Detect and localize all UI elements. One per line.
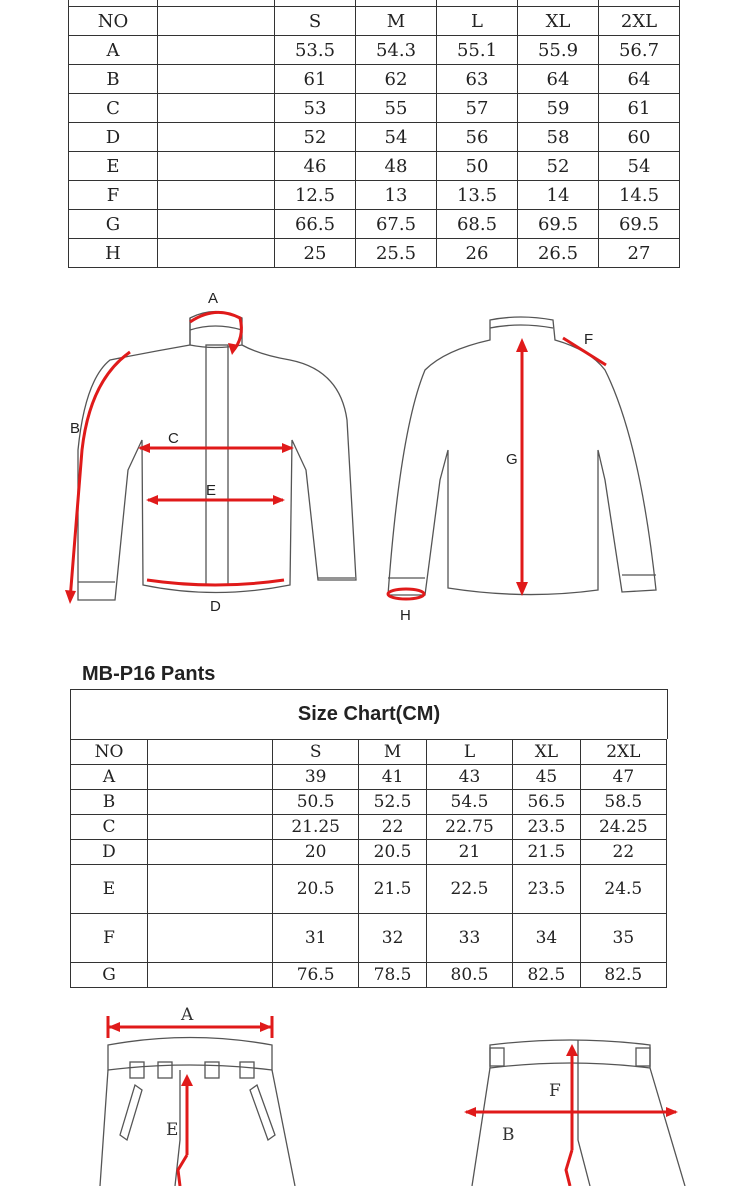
table-cell: 54.5 [426,790,512,815]
table-cell: B [69,65,158,94]
label-g: G [506,451,518,468]
table-cell: 56 [437,123,518,152]
table-cell: D [71,840,148,865]
label-f: F [549,1081,561,1101]
table-cell: 82.5 [513,963,581,988]
header-cell: 2XL [580,740,666,765]
header-cell: XL [518,7,599,36]
jacket-front-outline [78,312,356,601]
table-cell: 67.5 [356,210,437,239]
label-b: B [70,420,81,437]
label-a: A [208,290,219,307]
table-cell: 21.25 [273,815,359,840]
label-c: C [168,430,179,447]
table-cell: 41 [359,765,427,790]
table-cell: 61 [599,94,680,123]
label-e: E [206,482,217,499]
table-cell: 20 [273,840,359,865]
table-cell: 52 [275,123,356,152]
table-cell: 26.5 [518,239,599,268]
table-row [71,790,667,815]
label-e: E [166,1120,179,1140]
table-cell: 35 [580,914,666,963]
table-cell: 43 [426,765,512,790]
table-cell: 63 [437,65,518,94]
table-cell [148,840,273,865]
table-cell: 52 [518,152,599,181]
table-cell [148,963,273,988]
label-d: D [210,598,221,615]
table-cell: A [71,765,148,790]
table-cell: 45 [513,765,581,790]
pants-size-chart-header [70,689,668,739]
header-cell: M [356,7,437,36]
table-cell: 32 [359,914,427,963]
table-cell: 14.5 [599,181,680,210]
pants-measure-lines [108,1016,676,1186]
header-cell: L [426,740,512,765]
table-cell: A [69,36,158,65]
table-cell: 26 [437,239,518,268]
table-cell: 58.5 [580,790,666,815]
table-cell: D [69,123,158,152]
table-cell: 22.5 [426,865,512,914]
table-cell: 54 [356,123,437,152]
size-chart-title: Size Chart(CM) [297,703,441,725]
table-cell: 55.9 [518,36,599,65]
table-cell: 59 [518,94,599,123]
table-header-row [71,740,667,765]
table-cell: 48 [356,152,437,181]
table-cell: 13.5 [437,181,518,210]
header-cell: NO [71,740,148,765]
table-row [71,815,667,840]
header-cell: XL [513,740,581,765]
table-cell: B [71,790,148,815]
table-cell: 61 [275,65,356,94]
header-cell: L [437,7,518,36]
table-cell: 69.5 [599,210,680,239]
table-cell: 76.5 [273,963,359,988]
table-cell: 27 [599,239,680,268]
table-cell: 50 [437,152,518,181]
pants-size-table [70,739,667,988]
table-cell: 23.5 [513,865,581,914]
table-cell: 34 [513,914,581,963]
label-b: B [502,1125,515,1145]
table-row [71,840,667,865]
header-cell: S [275,7,356,36]
pants-section-title: MB-P16 Pants [82,663,216,685]
table-cell: 53.5 [275,36,356,65]
pants-front-outline [100,1038,295,1186]
table-cell [148,865,273,914]
table-cell: F [69,181,158,210]
table-cell: 54.3 [356,36,437,65]
label-h: H [400,607,411,624]
table-cell: 53 [275,94,356,123]
jacket-measure-arrowheads [65,338,528,604]
table-cell: 39 [273,765,359,790]
table-cell: 25.5 [356,239,437,268]
table-row [71,865,667,914]
table-cell [148,790,273,815]
table-cell [148,914,273,963]
table-cell: E [71,865,148,914]
table-cell: 20.5 [273,865,359,914]
table-cell: 78.5 [359,963,427,988]
table-row [71,914,667,963]
label-f: F [584,331,594,348]
table-cell: 22 [580,840,666,865]
table-cell: 50.5 [273,790,359,815]
table-cell: 58 [518,123,599,152]
measure-h-cuff [388,589,424,599]
table-cell [148,765,273,790]
table-cell: 57 [437,94,518,123]
table-cell: 24.5 [580,865,666,914]
table-cell: 56.5 [513,790,581,815]
measure-b-sleeve [70,352,130,600]
table-cell: 60 [599,123,680,152]
table-cell: 62 [356,65,437,94]
table-cell: H [69,239,158,268]
header-cell: NO [69,7,158,36]
table-cell: 21 [426,840,512,865]
measure-d-hem [147,580,284,585]
table-cell [148,815,273,840]
header-cell: 2XL [599,7,680,36]
table-row [71,963,667,988]
table-cell: 14 [518,181,599,210]
table-cell: 80.5 [426,963,512,988]
header-cell: S [273,740,359,765]
table-cell: 54 [599,152,680,181]
table-cell: F [71,914,148,963]
table-cell: 82.5 [580,963,666,988]
table-cell: 25 [275,239,356,268]
table-cell: 69.5 [518,210,599,239]
table-cell: 56.7 [599,36,680,65]
table-cell: 21.5 [359,865,427,914]
table-cell: 64 [599,65,680,94]
table-cell: 55 [356,94,437,123]
table-cell: 13 [356,181,437,210]
table-cell: 52.5 [359,790,427,815]
table-cell: 47 [580,765,666,790]
table-cell: E [69,152,158,181]
table-cell: C [69,94,158,123]
table-cell: 31 [273,914,359,963]
table-cell: 66.5 [275,210,356,239]
table-row [71,765,667,790]
table-cell: G [69,210,158,239]
table-cell: 23.5 [513,815,581,840]
pants-measurement-diagram [0,990,750,1186]
table-cell: 22.75 [426,815,512,840]
table-cell: 24.25 [580,815,666,840]
table-cell: 55.1 [437,36,518,65]
table-cell: 12.5 [275,181,356,210]
label-a: A [181,1005,194,1025]
table-cell: 33 [426,914,512,963]
header-cell: M [359,740,427,765]
table-cell: 22 [359,815,427,840]
table-cell: 21.5 [513,840,581,865]
jacket-measure-lines [70,312,606,600]
table-cell: 64 [518,65,599,94]
pants-measure-arrowheads [108,1022,678,1117]
table-cell: C [71,815,148,840]
table-cell: G [71,963,148,988]
table-cell: 20.5 [359,840,427,865]
header-cell [148,740,273,765]
table-cell: 68.5 [437,210,518,239]
table-cell: 46 [275,152,356,181]
